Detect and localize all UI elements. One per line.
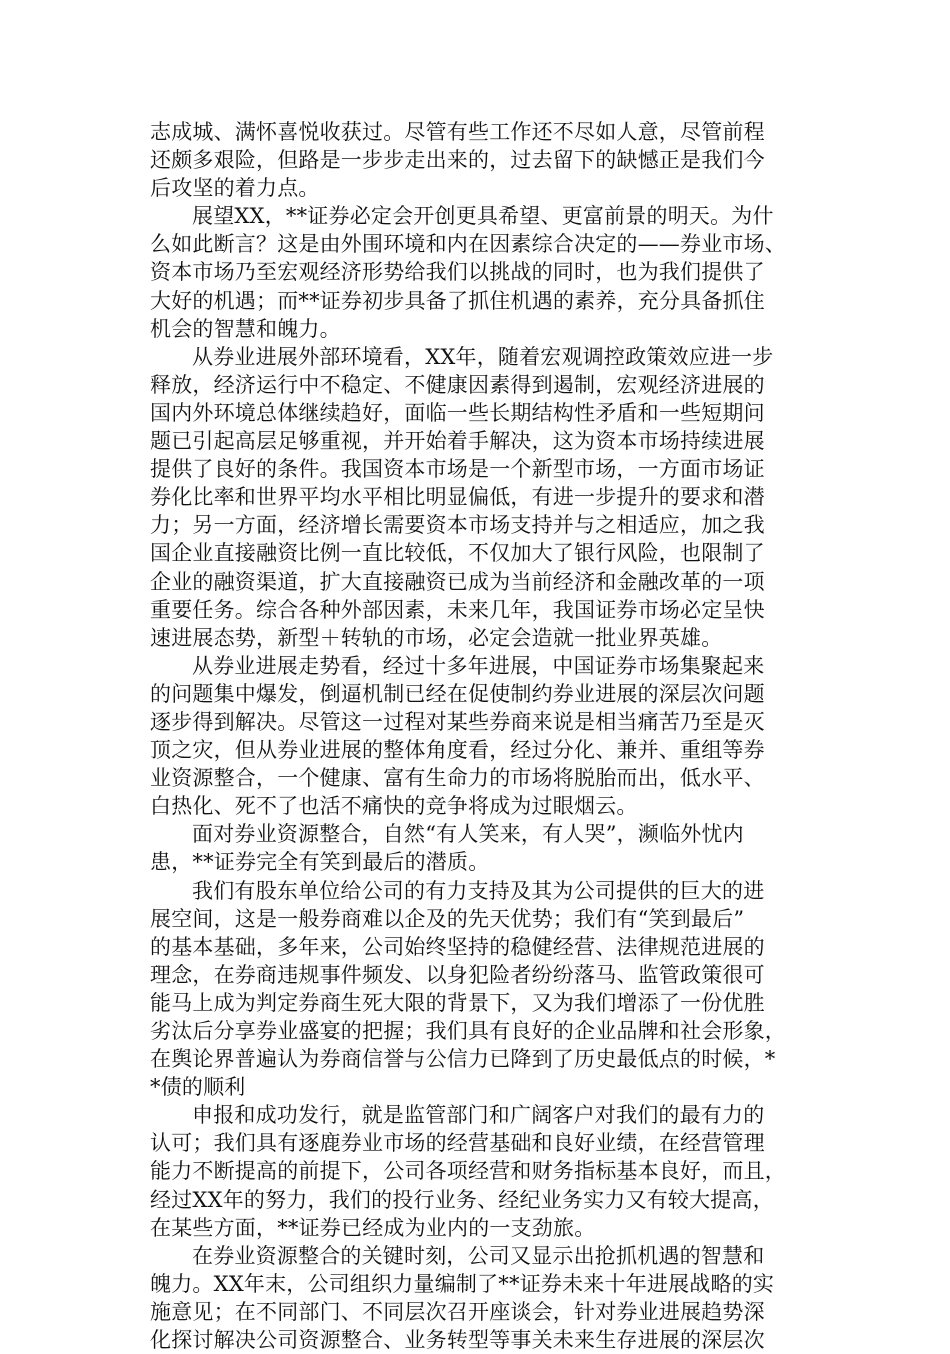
- text-line: 业资源整合，一个健康、富有生命力的市场将脱胎而出，低水平、: [150, 766, 765, 791]
- text-line: 后攻坚的着力点。: [150, 176, 320, 201]
- text-line: 顶之灾，但从券业进展的整体角度看，经过分化、兼并、重组等券: [150, 738, 765, 763]
- text-line: 展望XX，**证券必定会开创更具希望、更富前景的明天。为什: [192, 204, 774, 229]
- text-line: 大好的机遇；而**证券初步具备了抓住机遇的素养，充分具备抓住: [150, 288, 765, 313]
- text-line: 逐步得到解决。尽管这一过程对某些券商来说是相当痛苦乃至是灭: [150, 709, 765, 734]
- text-line: 认可；我们具有逐鹿券业市场的经营基础和良好业绩，在经营管理: [150, 1131, 765, 1156]
- text-line: 在某些方面，**证券已经成为业内的一支劲旅。: [150, 1215, 596, 1240]
- text-line: 速进展态势，新型＋转轨的市场，必定会造就一批业界英雄。: [150, 625, 723, 650]
- text-line: 魄力。XX年末，公司组织力量编制了**证券未来十年进展战略的实: [150, 1271, 775, 1296]
- text-line: 患，**证券完全有笑到最后的潜质。: [150, 850, 490, 875]
- text-line: 施意见；在不同部门、不同层次召开座谈会，针对券业进展趋势深: [150, 1299, 765, 1324]
- text-line: 志成城、满怀喜悦收获过。尽管有些工作还不尽如人意，尽管前程: [150, 120, 765, 144]
- text-line: 面对券业资源整合，自然“有人笑来，有人哭”，濒临外忧内: [192, 822, 744, 847]
- text-line: 在券业资源整合的关键时刻，公司又显示出抢抓机遇的智慧和: [192, 1243, 765, 1268]
- text-line: 资本市场乃至宏观经济形势给我们以挑战的同时，也为我们提供了: [150, 260, 765, 285]
- text-line: 重要任务。综合各种外部因素，未来几年，我国证券市场必定呈快: [150, 597, 765, 622]
- text-line: 提供了良好的条件。我国资本市场是一个新型市场，一方面市场证: [150, 457, 765, 482]
- text-line: 国企业直接融资比例一直比较低，不仅加大了银行风险，也限制了: [150, 541, 765, 566]
- text-line: 从券业进展走势看，经过十多年进展，中国证券市场集聚起来: [192, 653, 765, 678]
- text-line: 券化比率和世界平均水平相比明显偏低，有进一步提升的要求和潜: [150, 485, 765, 510]
- text-line: 我们有股东单位给公司的有力支持及其为公司提供的巨大的进: [192, 878, 765, 903]
- text-line: 能力不断提高的前提下，公司各项经营和财务指标基本良好，而且，: [150, 1159, 786, 1184]
- text-line: 申报和成功发行，就是监管部门和广阔客户对我们的最有力的: [192, 1103, 765, 1128]
- text-line: 经过XX年的努力，我们的投行业务、经纪业务实力又有较大提高，: [150, 1187, 774, 1212]
- text-line: 释放，经济运行中不稳定、不健康因素得到遏制，宏观经济进展的: [150, 372, 765, 397]
- text-line: 展空间，这是一般券商难以企及的先天优势；我们有“笑到最后”: [150, 906, 745, 931]
- text-line: 企业的融资渠道，扩大直接融资已成为当前经济和金融改革的一项: [150, 569, 765, 594]
- text-line: 劣汰后分享券业盛宴的把握；我们具有良好的企业品牌和社会形象，: [150, 1019, 786, 1043]
- text-line: 的基本基础，多年来，公司始终坚持的稳健经营、法律规范进展的: [150, 934, 765, 959]
- text-line: 在舆论界普遍认为券商信誉与公信力已降到了历史最低点的时候，*: [150, 1047, 776, 1072]
- text-line: 题已引起高层足够重视，并开始着手解决，这为资本市场持续进展: [150, 429, 765, 454]
- text-line: 力；另一方面，经济增长需要资本市场支持并与之相适应，加之我: [150, 513, 765, 538]
- text-line: 白热化、死不了也活不痛快的竞争将成为过眼烟云。: [150, 794, 638, 819]
- text-line: 么如此断言？这是由外围环境和内在因素综合决定的——券业市场、: [150, 232, 786, 257]
- text-line: 化探讨解决公司资源整合、业务转型等事关未来生存进展的深层次: [150, 1328, 765, 1353]
- text-line: *债的顺利: [150, 1075, 246, 1100]
- text-line: 还颇多艰险，但路是一步步走出来的，过去留下的缺憾正是我们今: [150, 148, 765, 173]
- body-text: [150, 118, 810, 1354]
- text-line: 的问题集中爆发，倒逼机制已经在促使制约券业进展的深层次问题: [150, 681, 765, 706]
- text-line: 国内外环境总体继续趋好，面临一些长期结构性矛盾和一些短期问: [150, 400, 765, 425]
- text-line: 理念，在券商违规事件频发、以身犯险者纷纷落马、监管政策很可: [150, 962, 765, 987]
- text-line: 能马上成为判定券商生死大限的背景下，又为我们增添了一份优胜: [150, 990, 765, 1015]
- text-line: 机会的智慧和魄力。: [150, 316, 341, 341]
- text-line: 从券业进展外部环境看，XX年，随着宏观调控政策效应进一步: [192, 344, 774, 369]
